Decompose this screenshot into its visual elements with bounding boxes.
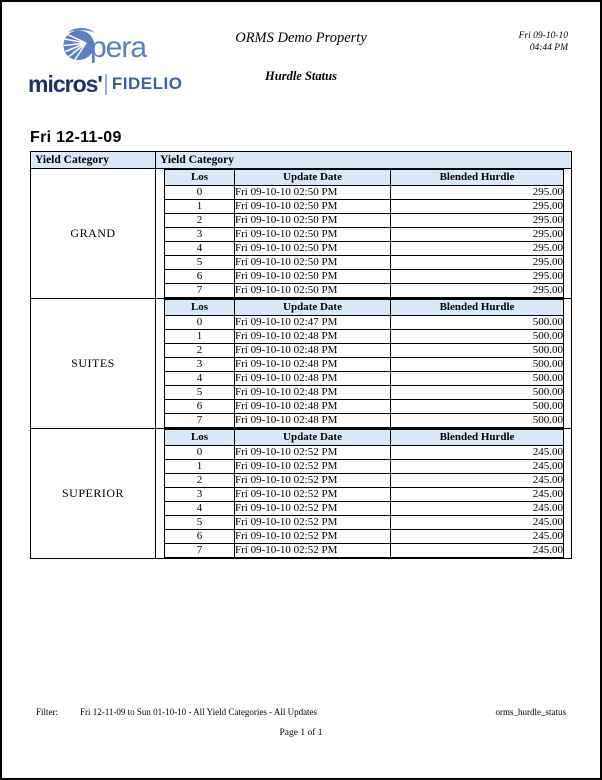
blended-hurdle-value: 295.00 [391,256,564,270]
blended-hurdle-value: 295.00 [391,186,564,200]
update-date-value: Fri 09-10-10 02:52 PM [235,460,391,474]
update-date-value: Fri 09-10-10 02:47 PM [235,316,391,330]
data-row [165,372,564,386]
update-date-value: Fri 09-10-10 02:48 PM [235,400,391,414]
blended-hurdle-value: 500.00 [391,386,564,400]
category-name: GRAND [31,169,156,299]
filter-label: Filter: [36,707,58,717]
data-row [165,344,564,358]
blended-hurdle-value: 500.00 [391,414,564,428]
category-name: SUITES [31,299,156,429]
column-header: Blended Hurdle [391,170,564,186]
table-header-row [31,152,572,169]
update-date-value: Fri 09-10-10 02:48 PM [235,414,391,428]
update-date-value: Fri 09-10-10 02:52 PM [235,544,391,558]
los-value: 2 [165,344,235,358]
hurdle-status-table [30,151,572,559]
filter-value: Fri 12-11-09 to Sun 01-10-10 - All Yield Categories - All Updates [80,707,318,717]
data-row [165,270,564,284]
blended-hurdle-value: 500.00 [391,330,564,344]
column-header: Update Date [235,170,391,186]
blended-hurdle-value: 245.00 [391,488,564,502]
data-row [165,186,564,200]
data-row [165,502,564,516]
los-value: 1 [165,200,235,214]
category-section-row [31,429,572,559]
update-date-value: Fri 09-10-10 02:52 PM [235,516,391,530]
update-date-value: Fri 09-10-10 02:50 PM [235,200,391,214]
blended-hurdle-value: 245.00 [391,544,564,558]
print-time: 04:44 PM [529,43,568,53]
category-content-cell [156,299,572,429]
category-content-cell [156,429,572,559]
update-date-value: Fri 09-10-10 02:50 PM [235,214,391,228]
data-row [165,358,564,372]
update-date-value: Fri 09-10-10 02:50 PM [235,270,391,284]
hurdle-status-table-body [31,152,572,559]
update-date-value: Fri 09-10-10 02:50 PM [235,284,391,298]
page-footer [2,707,600,738]
blended-hurdle-value: 295.00 [391,242,564,256]
blended-hurdle-value: 295.00 [391,228,564,242]
los-value: 0 [165,316,235,330]
update-date-value: Fri 09-10-10 02:50 PM [235,256,391,270]
los-table [164,299,564,428]
category-section-row [31,169,572,299]
data-row [165,530,564,544]
column-header: Update Date [235,300,391,316]
update-date-value: Fri 09-10-10 02:50 PM [235,242,391,256]
blended-hurdle-value: 500.00 [391,316,564,330]
column-header: Los [165,430,235,446]
los-value: 6 [165,270,235,284]
update-date-value: Fri 09-10-10 02:48 PM [235,330,391,344]
column-header: Blended Hurdle [391,300,564,316]
data-row [165,228,564,242]
filter-row [2,707,600,717]
los-table-header-row [165,300,564,316]
blended-hurdle-value: 245.00 [391,516,564,530]
date-heading: Fri 12-11-09 [30,129,122,146]
data-row [165,488,564,502]
blended-hurdle-value: 295.00 [391,200,564,214]
category-name: SUPERIOR [31,429,156,559]
los-value: 4 [165,372,235,386]
data-row [165,316,564,330]
opera-logo-text: pera [90,30,147,64]
column-header: Los [165,300,235,316]
update-date-value: Fri 09-10-10 02:48 PM [235,358,391,372]
data-row [165,516,564,530]
blended-hurdle-value: 295.00 [391,270,564,284]
update-date-value: Fri 09-10-10 02:52 PM [235,530,391,544]
los-value: 7 [165,414,235,428]
los-value: 6 [165,400,235,414]
print-timestamp [519,30,568,54]
los-value: 3 [165,358,235,372]
los-value: 1 [165,330,235,344]
los-value: 6 [165,530,235,544]
los-value: 0 [165,186,235,200]
blended-hurdle-value: 295.00 [391,284,564,298]
los-table [164,169,564,298]
update-date-value: Fri 09-10-10 02:52 PM [235,502,391,516]
los-value: 7 [165,544,235,558]
los-value: 7 [165,284,235,298]
data-row [165,256,564,270]
los-table-header-row [165,430,564,446]
update-date-value: Fri 09-10-10 02:50 PM [235,186,391,200]
los-value: 3 [165,228,235,242]
blended-hurdle-value: 500.00 [391,358,564,372]
print-date: Fri 09-10-10 [518,31,568,41]
update-date-value: Fri 09-10-10 02:48 PM [235,386,391,400]
title-block [2,30,600,84]
micros-logo-text: micros' [28,71,102,97]
report-id: orms_hurdle_status [495,707,566,717]
data-row [165,474,564,488]
blended-hurdle-value: 245.00 [391,502,564,516]
update-date-value: Fri 09-10-10 02:48 PM [235,372,391,386]
los-value: 3 [165,488,235,502]
los-value: 0 [165,446,235,460]
fidelio-logo-text: FIDELIO [111,74,183,93]
data-row [165,544,564,558]
blended-hurdle-value: 500.00 [391,372,564,386]
data-row [165,200,564,214]
data-row [165,242,564,256]
data-row [165,460,564,474]
blended-hurdle-value: 500.00 [391,344,564,358]
column-header: Blended Hurdle [391,430,564,446]
blended-hurdle-value: 245.00 [391,530,564,544]
update-date-value: Fri 09-10-10 02:48 PM [235,344,391,358]
update-date-value: Fri 09-10-10 02:50 PM [235,228,391,242]
los-value: 5 [165,256,235,270]
data-row [165,284,564,298]
page-number: Page 1 of 1 [279,728,323,738]
los-value: 1 [165,460,235,474]
column-header: Los [165,170,235,186]
category-content-cell [156,169,572,299]
update-date-value: Fri 09-10-10 02:52 PM [235,488,391,502]
data-row [165,400,564,414]
los-table-header-row [165,170,564,186]
data-row [165,214,564,228]
blended-hurdle-value: 245.00 [391,446,564,460]
data-row [165,386,564,400]
property-title: ORMS Demo Property [235,30,367,46]
los-value: 5 [165,386,235,400]
data-row [165,414,564,428]
yield-category-header-left: Yield Category [31,152,156,169]
blended-hurdle-value: 500.00 [391,400,564,414]
data-row [165,330,564,344]
los-value: 5 [165,516,235,530]
column-header: Update Date [235,430,391,446]
los-table [164,429,564,558]
report-title: Hurdle Status [265,69,337,83]
blended-hurdle-value: 245.00 [391,460,564,474]
category-section-row [31,299,572,429]
los-value: 4 [165,242,235,256]
los-value: 4 [165,502,235,516]
los-value: 2 [165,474,235,488]
los-value: 2 [165,214,235,228]
blended-hurdle-value: 295.00 [391,214,564,228]
report-header [2,2,600,129]
yield-category-header-right: Yield Category [156,152,572,169]
blended-hurdle-value: 245.00 [391,474,564,488]
update-date-value: Fri 09-10-10 02:52 PM [235,474,391,488]
data-row [165,446,564,460]
update-date-value: Fri 09-10-10 02:52 PM [235,446,391,460]
